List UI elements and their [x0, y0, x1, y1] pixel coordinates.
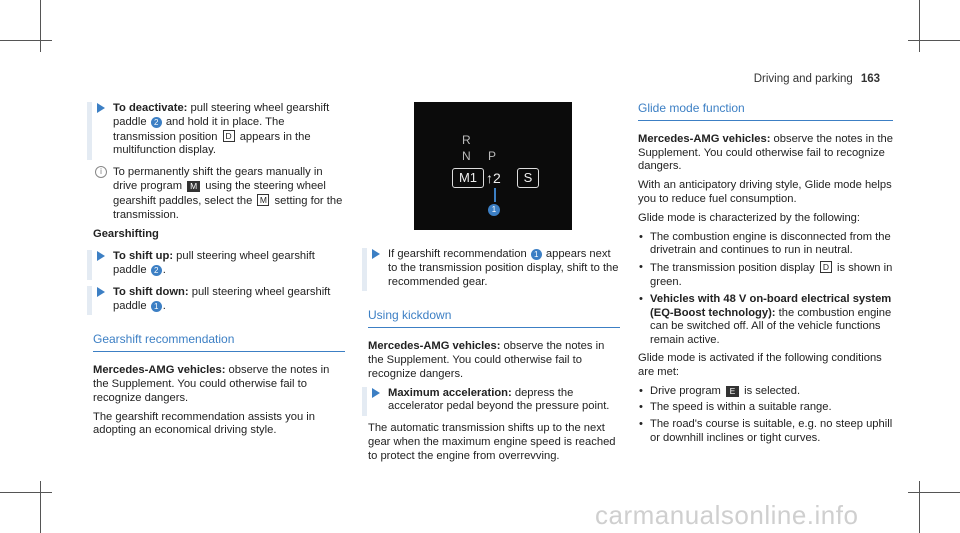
crop-mark	[908, 40, 960, 41]
step-arrow-icon	[372, 388, 380, 398]
step-arrow-icon	[97, 251, 105, 261]
step-shift-down: To shift down: pull steering wheel gearshift paddle 1 .	[93, 286, 345, 314]
drive-program-m-icon: M	[187, 181, 200, 192]
crop-mark	[0, 492, 52, 493]
callout-2-icon: 2	[151, 265, 162, 276]
callout-1-icon: 1	[151, 301, 162, 312]
amg-note: Mercedes-AMG vehicles: observe the notes in the Supplement. You could otherwise fail to recognize dangers.	[638, 132, 893, 173]
step-arrow-icon	[97, 103, 105, 113]
crop-mark	[0, 40, 52, 41]
intro-text: With an anticipatory driving style, Glide mode helps you to reduce fuel consumption.	[638, 179, 892, 205]
amg-note: Mercedes-AMG vehicles: observe the notes in the Supplement. You could otherwise fail to recognize dangers.	[368, 340, 605, 380]
step-recommendation: If gearshift recommendation 1 appears next to the transmission position display, shift to the recommended gear.	[368, 248, 620, 289]
column-middle	[368, 102, 620, 469]
watermark: carmanualsonline.info	[595, 500, 859, 530]
drive-program-e-icon: E	[726, 386, 739, 397]
callout-2-icon: 2	[151, 117, 162, 128]
gear-p-label: P	[488, 149, 497, 163]
gear-r-label: R	[462, 133, 471, 147]
step-arrow-icon	[97, 287, 105, 297]
gear-d-symbol-icon: D	[223, 130, 235, 142]
transmission-display-image	[414, 102, 572, 230]
column-right	[638, 102, 893, 449]
body-text: The automatic transmission shifts up to the next gear when the maximum engine speed is reached to protect the engine from overrevving.	[368, 422, 616, 462]
m-setting-icon: M	[257, 194, 269, 206]
list-item: • The combustion engine is disconnected from the drivetrain and continues to run in neutral.	[638, 231, 893, 259]
section-name: Driving and parking	[753, 73, 853, 85]
step-arrow-icon	[372, 249, 380, 259]
gear-n-label: N	[462, 149, 471, 163]
crop-mark	[919, 0, 920, 52]
section-title-glide-mode: Glide mode function	[638, 102, 893, 121]
step-max-acceleration: Maximum acceleration: depress the accelerator pedal beyond the pressure point.	[368, 387, 620, 415]
hint-note: i To permanently shift the gears manually in drive program M using the steering wheel gearshift paddles, select the M setting for the transmission.	[93, 166, 345, 222]
callout-1-icon: 1	[488, 204, 500, 216]
list-item: • Drive program E is selected.	[638, 385, 893, 399]
list-item: • The transmission position display D is shown in green.	[638, 261, 893, 290]
step-shift-up: To shift up: pull steering wheel gearshift paddle 2 .	[93, 250, 345, 278]
callout-1-icon: 1	[531, 249, 542, 260]
list-item: • Vehicles with 48 V on-board electrical system (EQ-Boost technology): the combustion engine can be switched off. All of the vehicle functions remain active.	[638, 293, 893, 348]
crop-mark	[40, 0, 41, 52]
step-deactivate: To deactivate: pull steering wheel gearshift paddle 2 and hold it in place. The transmission position D appears in the multifunction display.	[93, 102, 345, 158]
section-title-gearshift-recommendation: Gearshift recommendation	[93, 333, 345, 352]
info-icon: i	[95, 166, 107, 178]
gearshift-recommendation-indicator: ↑2	[486, 170, 501, 186]
body-text: The gearshift recommendation assists you in adopting an economical driving style.	[93, 410, 315, 437]
callout-line	[494, 188, 496, 202]
crop-mark	[908, 492, 960, 493]
section-title-kickdown: Using kickdown	[368, 309, 620, 328]
list-item: • The speed is within a suitable range.	[638, 401, 893, 415]
crop-mark	[919, 481, 920, 533]
running-header	[754, 73, 880, 85]
crop-mark	[40, 481, 41, 533]
conditions-intro: Glide mode is activated if the following conditions are met:	[638, 351, 882, 378]
subheading-gearshifting: Gearshifting	[93, 228, 159, 241]
s-indicator: S	[517, 168, 539, 188]
list-item: • The road's course is suitable, e.g. no steep uphill or downhill inclines or tight curves.	[638, 418, 893, 446]
characteristics-intro: Glide mode is characterized by the following:	[638, 211, 860, 224]
page-number: 163	[860, 73, 880, 85]
amg-note: Mercedes-AMG vehicles: observe the notes in the Supplement. You could otherwise fail to recognize dangers.	[93, 364, 330, 404]
gear-d-symbol-icon: D	[820, 261, 832, 273]
column-left	[93, 102, 345, 443]
m1-indicator: M1	[452, 168, 484, 188]
